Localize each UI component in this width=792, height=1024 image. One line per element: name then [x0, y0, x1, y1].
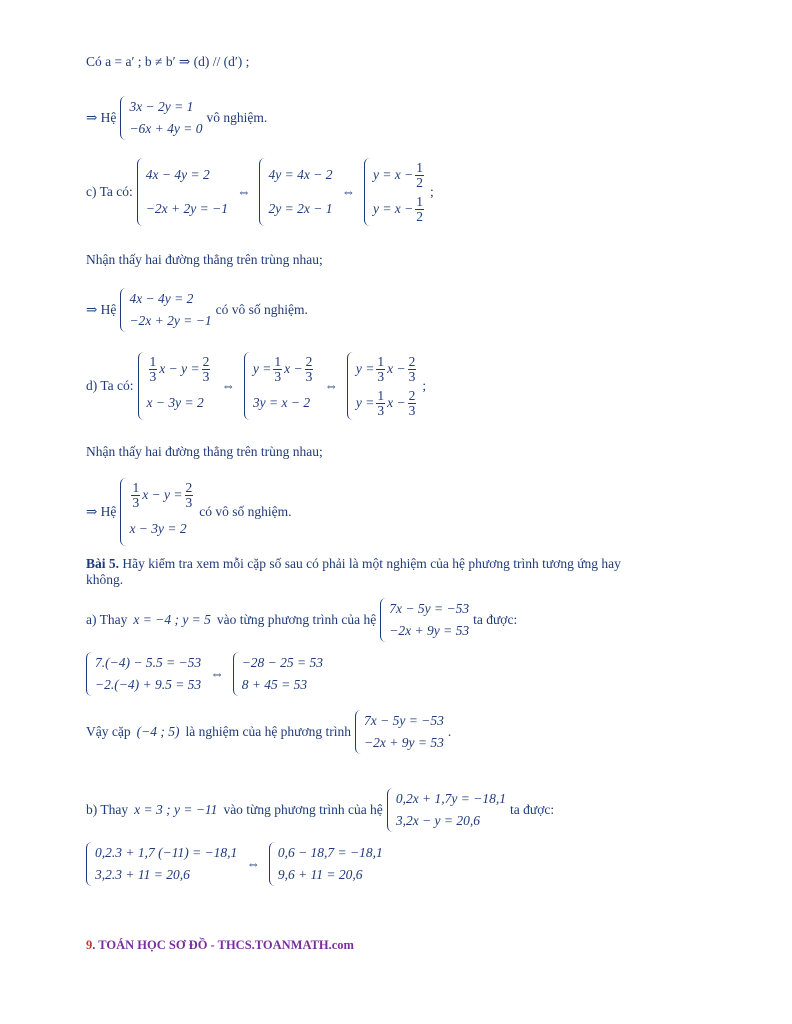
line-observation — [86, 252, 323, 268]
equation-text: x − y = — [159, 361, 200, 376]
fraction — [273, 355, 282, 384]
part-label: c) Ta có: — [86, 184, 133, 199]
he-label: ⇒ Hệ — [86, 302, 117, 317]
equation: 3,2.3 + 11 = 20,6 — [95, 867, 190, 882]
numerator: 1 — [132, 479, 140, 495]
equation: 8 + 45 = 53 — [241, 677, 308, 692]
system-brace — [259, 158, 332, 226]
system-brace — [364, 158, 426, 226]
equation-text: x − — [284, 361, 303, 376]
equation: 3x − 2y = 1 — [129, 99, 194, 114]
system-brace — [355, 710, 444, 754]
page-footer — [86, 938, 354, 953]
line-part-c — [86, 158, 434, 226]
equation: 0,2x + 1,7y = −18,1 — [395, 791, 507, 806]
text: là nghiệm của hệ phương trình — [185, 724, 352, 739]
system-brace — [120, 478, 195, 546]
denominator: 3 — [202, 368, 210, 384]
values: x = −4 ; y = 5 — [133, 612, 211, 627]
denominator: 3 — [408, 402, 416, 418]
numerator: 2 — [408, 387, 416, 403]
equation: 9,6 + 11 = 20,6 — [277, 867, 363, 882]
line-part-b — [86, 788, 554, 832]
numerator: 1 — [416, 193, 424, 209]
equation-text: x − — [387, 361, 406, 376]
fraction — [376, 389, 385, 418]
equation-text: y = — [252, 361, 272, 376]
text: vào từng phương trình của hệ — [216, 612, 377, 627]
equation: 7.(−4) − 5.5 = −53 — [95, 655, 202, 670]
fraction — [149, 355, 158, 384]
equation — [373, 158, 426, 192]
equation — [147, 352, 213, 386]
denominator: 3 — [377, 402, 385, 418]
fraction — [415, 161, 424, 190]
equation: 2y = 2x − 1 — [268, 201, 333, 216]
equation: x − 3y = 2 — [146, 395, 204, 410]
numerator: 1 — [377, 387, 385, 403]
part-label: b) Thay — [86, 802, 129, 817]
system-brace — [137, 158, 228, 226]
fraction — [376, 355, 385, 384]
line-conclusion-a — [86, 710, 451, 754]
equation-text: y = x − — [372, 201, 414, 216]
fraction — [202, 355, 211, 384]
iff-symbol: ⇔ — [236, 184, 251, 199]
line-part-a — [86, 598, 517, 642]
denominator: 3 — [149, 368, 157, 384]
equation — [356, 386, 418, 420]
numerator: 1 — [149, 353, 157, 369]
iff-symbol: ⇔ — [246, 856, 260, 871]
denominator: 3 — [305, 368, 313, 384]
denominator: 2 — [416, 208, 424, 224]
conclusion-text: có vô số nghiệm. — [199, 504, 292, 519]
conclusion-text: vô nghiệm. — [206, 110, 268, 125]
system-brace — [347, 352, 418, 420]
equation: 4x − 4y = 2 — [145, 167, 210, 182]
line-part-d — [86, 352, 426, 420]
numerator: 1 — [377, 353, 385, 369]
system-brace — [269, 842, 383, 886]
pair: (−4 ; 5) — [136, 724, 180, 739]
equation-text: y = — [355, 361, 375, 376]
fraction — [131, 481, 140, 510]
equation-text: y = — [355, 395, 375, 410]
numerator: 2 — [305, 353, 313, 369]
equation: 4x − 4y = 2 — [129, 291, 194, 306]
exercise-text: Hãy kiểm tra xem mỗi cặp số sau có phải là một nghiệm của hệ phương trình tương ứng hay — [122, 556, 621, 571]
denominator: 3 — [377, 368, 385, 384]
equation: −2.(−4) + 9.5 = 53 — [95, 677, 202, 692]
equation: −2x + 2y = −1 — [145, 201, 228, 216]
fraction — [185, 481, 194, 510]
system-brace — [120, 96, 202, 140]
punctuation: ; — [422, 378, 427, 393]
equation: 3,2x − y = 20,6 — [395, 813, 481, 828]
numerator: 1 — [416, 159, 424, 175]
conclusion-text: có vô số nghiệm. — [215, 302, 308, 317]
system-brace — [387, 788, 506, 832]
equation — [373, 192, 426, 226]
line-parallel — [86, 54, 249, 70]
numerator: 2 — [202, 353, 210, 369]
fraction — [415, 195, 424, 224]
fraction — [305, 355, 314, 384]
equation: 7x − 5y = −53 — [364, 713, 444, 728]
equation: 3y = x − 2 — [252, 395, 311, 410]
fraction — [408, 389, 417, 418]
equation-text: y = x − — [372, 167, 414, 182]
iff-symbol: ⇔ — [210, 666, 224, 681]
iff-symbol: ⇔ — [221, 378, 235, 393]
system-brace — [380, 598, 469, 642]
text: vào từng phương trình của hệ — [223, 802, 383, 817]
system-brace — [233, 652, 323, 696]
exercise-text-cont: không. — [86, 572, 124, 587]
equation-text: x − y = — [142, 487, 183, 502]
part-label: a) Thay — [86, 612, 128, 627]
iff-symbol: ⇔ — [341, 184, 355, 199]
equation — [356, 352, 418, 386]
page-number: 9 — [86, 938, 93, 952]
line-system-no-solution — [86, 96, 267, 140]
equation — [129, 478, 195, 512]
punctuation: ; — [430, 184, 434, 199]
part-label: d) Ta có: — [86, 378, 134, 393]
equation: −2x + 2y = −1 — [129, 313, 212, 328]
denominator: 2 — [416, 174, 424, 190]
text: ta được: — [510, 802, 555, 817]
text: Vậy cặp — [86, 724, 131, 739]
line-system-infinite-2 — [86, 478, 292, 546]
system-brace — [244, 352, 315, 420]
denominator: 3 — [408, 368, 416, 384]
he-label: ⇒ Hệ — [86, 504, 117, 519]
values: x = 3 ; y = −11 — [134, 802, 218, 817]
line-system-infinite — [86, 288, 308, 332]
punctuation: . — [447, 724, 452, 739]
iff-symbol: ⇔ — [324, 378, 338, 393]
system-brace — [86, 652, 201, 696]
equation-text: x − — [387, 395, 406, 410]
equation: 4y = 4x − 2 — [268, 167, 333, 182]
denominator: 3 — [185, 494, 193, 510]
denominator: 3 — [132, 494, 140, 510]
equation: −2x + 9y = 53 — [364, 735, 444, 750]
line-observation-2 — [86, 444, 323, 460]
equation: −6x + 4y = 0 — [129, 121, 203, 136]
system-brace — [86, 842, 237, 886]
he-label: ⇒ Hệ — [86, 110, 117, 125]
equation: −28 − 25 = 53 — [241, 655, 324, 670]
numerator: 1 — [274, 353, 282, 369]
numerator: 2 — [408, 353, 416, 369]
line-substitution-b — [86, 842, 387, 886]
system-brace — [120, 288, 211, 332]
observation-text: Nhận thấy hai đường thẳng trên trùng nhau; — [86, 252, 323, 267]
exercise-5-heading — [86, 556, 686, 588]
numerator: 2 — [185, 479, 193, 495]
equation: 7x − 5y = −53 — [389, 601, 470, 616]
equation — [253, 352, 315, 386]
denominator: 3 — [274, 368, 282, 384]
fraction — [408, 355, 417, 384]
equation: 0,6 − 18,7 = −18,1 — [277, 845, 383, 860]
observation-text: Nhận thấy hai đường thẳng trên trùng nhau; — [86, 444, 323, 459]
text: ta được: — [473, 612, 518, 627]
parallel-statement: Có a = a′ ; b ≠ b′ ⇒ (d) // (d′) ; — [86, 54, 250, 69]
footer-text: . TOÁN HỌC SƠ ĐỒ - THCS.TOANMATH.com — [92, 938, 354, 952]
equation: 0,2.3 + 1,7 (−11) = −18,1 — [95, 845, 238, 860]
equation: −2x + 9y = 53 — [389, 623, 470, 638]
equation: x − 3y = 2 — [129, 521, 187, 536]
system-brace — [138, 352, 213, 420]
line-substitution-a — [86, 652, 327, 696]
exercise-number: Bài 5. — [86, 556, 120, 571]
